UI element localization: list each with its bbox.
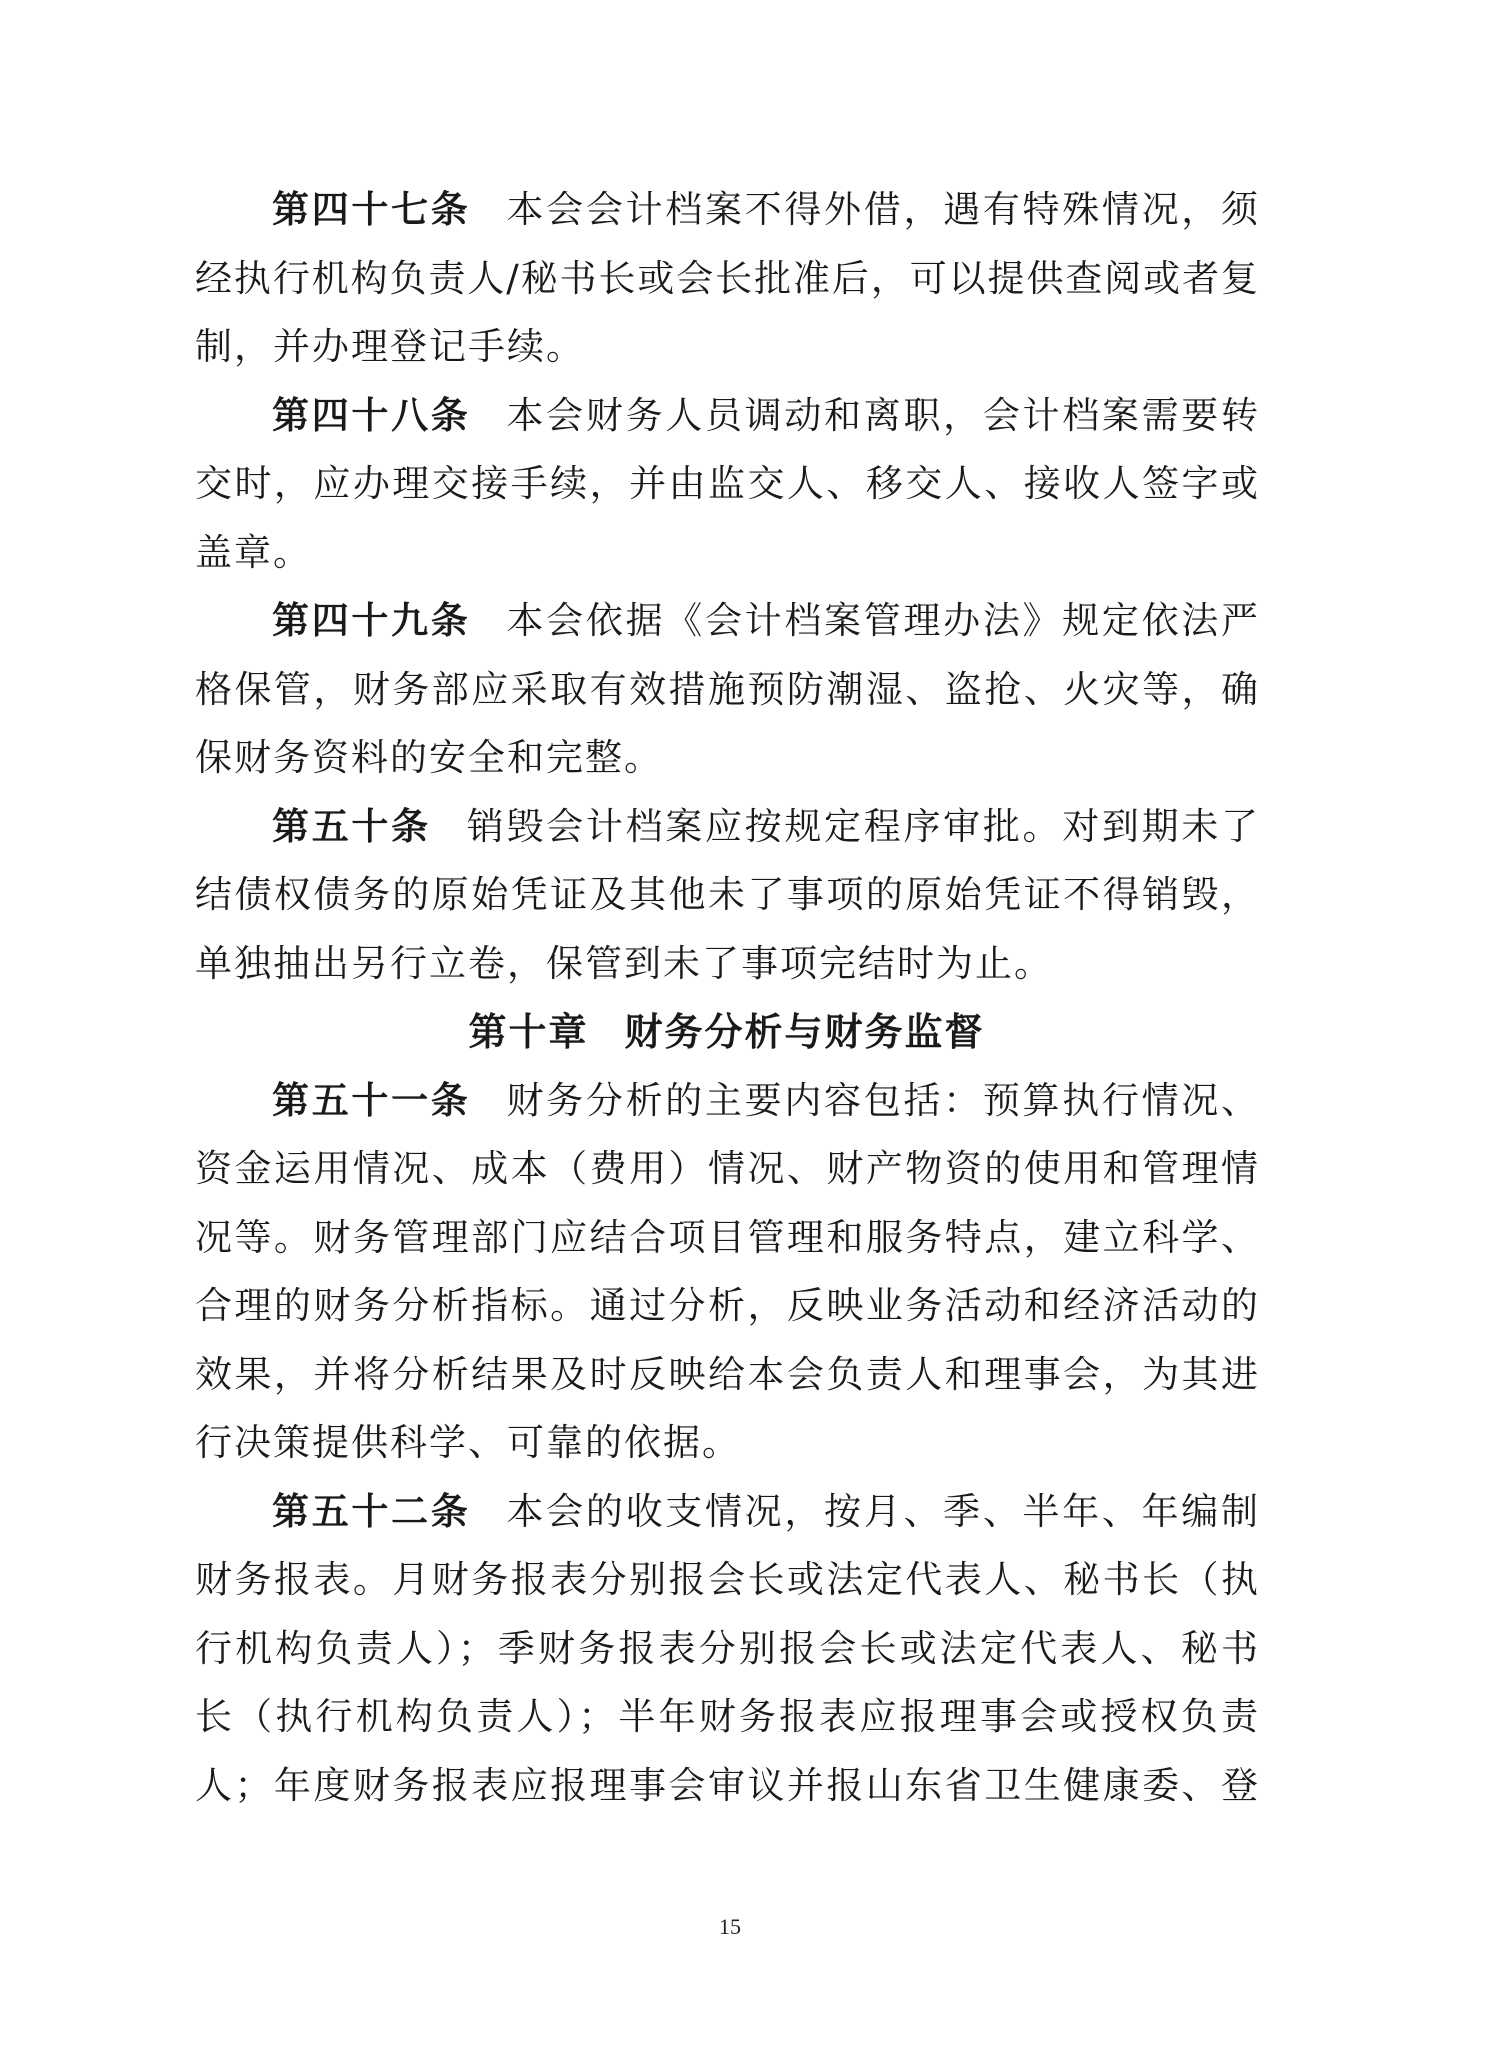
page-number: 15 xyxy=(719,1914,741,1939)
text-line xyxy=(195,724,1258,793)
text-line xyxy=(195,1067,1258,1136)
article-text: 制，并办理登记手续。 xyxy=(195,325,585,368)
article-text: 合理的财务分析指标。通过分析，反映业务活动和经济活动的 xyxy=(195,1284,1258,1327)
article-paragraph xyxy=(195,1067,1258,1478)
article-heading: 第五十条 xyxy=(272,804,431,848)
article-paragraph xyxy=(195,176,1258,382)
text-line xyxy=(195,1683,1258,1752)
article-heading: 第四十九条 xyxy=(272,599,471,642)
text-line xyxy=(195,1409,1258,1478)
article-text: 本会财务人员调动和离职，会计档案需要转 xyxy=(506,393,1259,437)
article-text: 效果，并将分析结果及时反映给本会负责人和理事会，为其进 xyxy=(195,1352,1258,1396)
article-text: 本会会计档案不得外借，遇有特殊情况，须 xyxy=(506,188,1259,231)
article-heading: 第五十二条 xyxy=(272,1489,471,1533)
article-text: 资金运用情况、成本（费用）情况、财产物资的使用和管理情 xyxy=(195,1147,1258,1190)
text-line xyxy=(195,587,1258,656)
text-line xyxy=(195,382,1258,451)
article-paragraph xyxy=(195,587,1258,793)
chapter-title xyxy=(195,998,1258,1067)
text-line xyxy=(195,793,1258,862)
article-text: 盖章。 xyxy=(195,530,312,574)
text-line xyxy=(195,861,1258,930)
article-heading: 第五十一条 xyxy=(272,1078,471,1122)
article-text: 结债权债务的原始凭证及其他未了事项的原始凭证不得销毁， xyxy=(195,873,1258,916)
article-text: 况等。财务管理部门应结合项目管理和服务特点，建立科学、 xyxy=(195,1215,1258,1259)
article-text: 格保管，财务部应采取有效措施预防潮湿、盗抢、火灾等，确 xyxy=(195,667,1258,711)
text-line xyxy=(195,1478,1258,1547)
article-text: 行机构负责人）；季财务报表分别报会长或法定代表人、秘书 xyxy=(195,1626,1258,1670)
article-text: 本会的收支情况，按月、季、半年、年编制 xyxy=(506,1489,1259,1533)
text-line xyxy=(195,1272,1258,1341)
article-text: 长（执行机构负责人）；半年财务报表应报理事会或授权负责 xyxy=(195,1695,1258,1738)
article-paragraph xyxy=(195,382,1258,588)
article-text: 本会依据《会计档案管理办法》规定依法严 xyxy=(506,599,1259,642)
text-line xyxy=(195,1135,1258,1204)
article-text: 财务报表。月财务报表分别报会长或法定代表人、秘书长（执 xyxy=(195,1558,1258,1601)
article-heading: 第四十七条 xyxy=(272,188,471,231)
article-paragraph xyxy=(195,1478,1258,1821)
article-text: 经执行机构负责人/秘书长或会长批准后，可以提供查阅或者复 xyxy=(195,256,1258,300)
article-text: 销毁会计档案应按规定程序审批。对到期未了 xyxy=(466,804,1259,848)
text-line xyxy=(195,1752,1258,1821)
article-text: 人；年度财务报表应报理事会审议并报山东省卫生健康委、登 xyxy=(195,1763,1258,1807)
text-line xyxy=(195,519,1258,588)
text-line xyxy=(195,930,1258,999)
text-line xyxy=(195,656,1258,725)
chapter-number: 第十章 xyxy=(468,1010,589,1054)
text-line xyxy=(195,450,1258,519)
text-line xyxy=(195,313,1258,382)
article-heading: 第四十八条 xyxy=(272,393,471,437)
text-line xyxy=(195,1615,1258,1684)
article-text: 财务分析的主要内容包括：预算执行情况、 xyxy=(506,1078,1259,1122)
article-paragraph xyxy=(195,793,1258,999)
text-line xyxy=(195,245,1258,314)
document-body xyxy=(195,176,1258,1820)
article-text: 保财务资料的安全和完整。 xyxy=(195,736,663,779)
text-line xyxy=(195,1341,1258,1410)
text-line xyxy=(195,1204,1258,1273)
article-text: 单独抽出另行立卷，保管到未了事项完结时为止。 xyxy=(195,941,1053,985)
text-line xyxy=(195,176,1258,245)
article-text: 行决策提供科学、可靠的依据。 xyxy=(195,1421,741,1464)
article-text: 交时，应办理交接手续，并由监交人、移交人、接收人签字或 xyxy=(195,462,1258,505)
chapter-name: 财务分析与财务监督 xyxy=(624,1010,985,1054)
text-line xyxy=(195,1546,1258,1615)
